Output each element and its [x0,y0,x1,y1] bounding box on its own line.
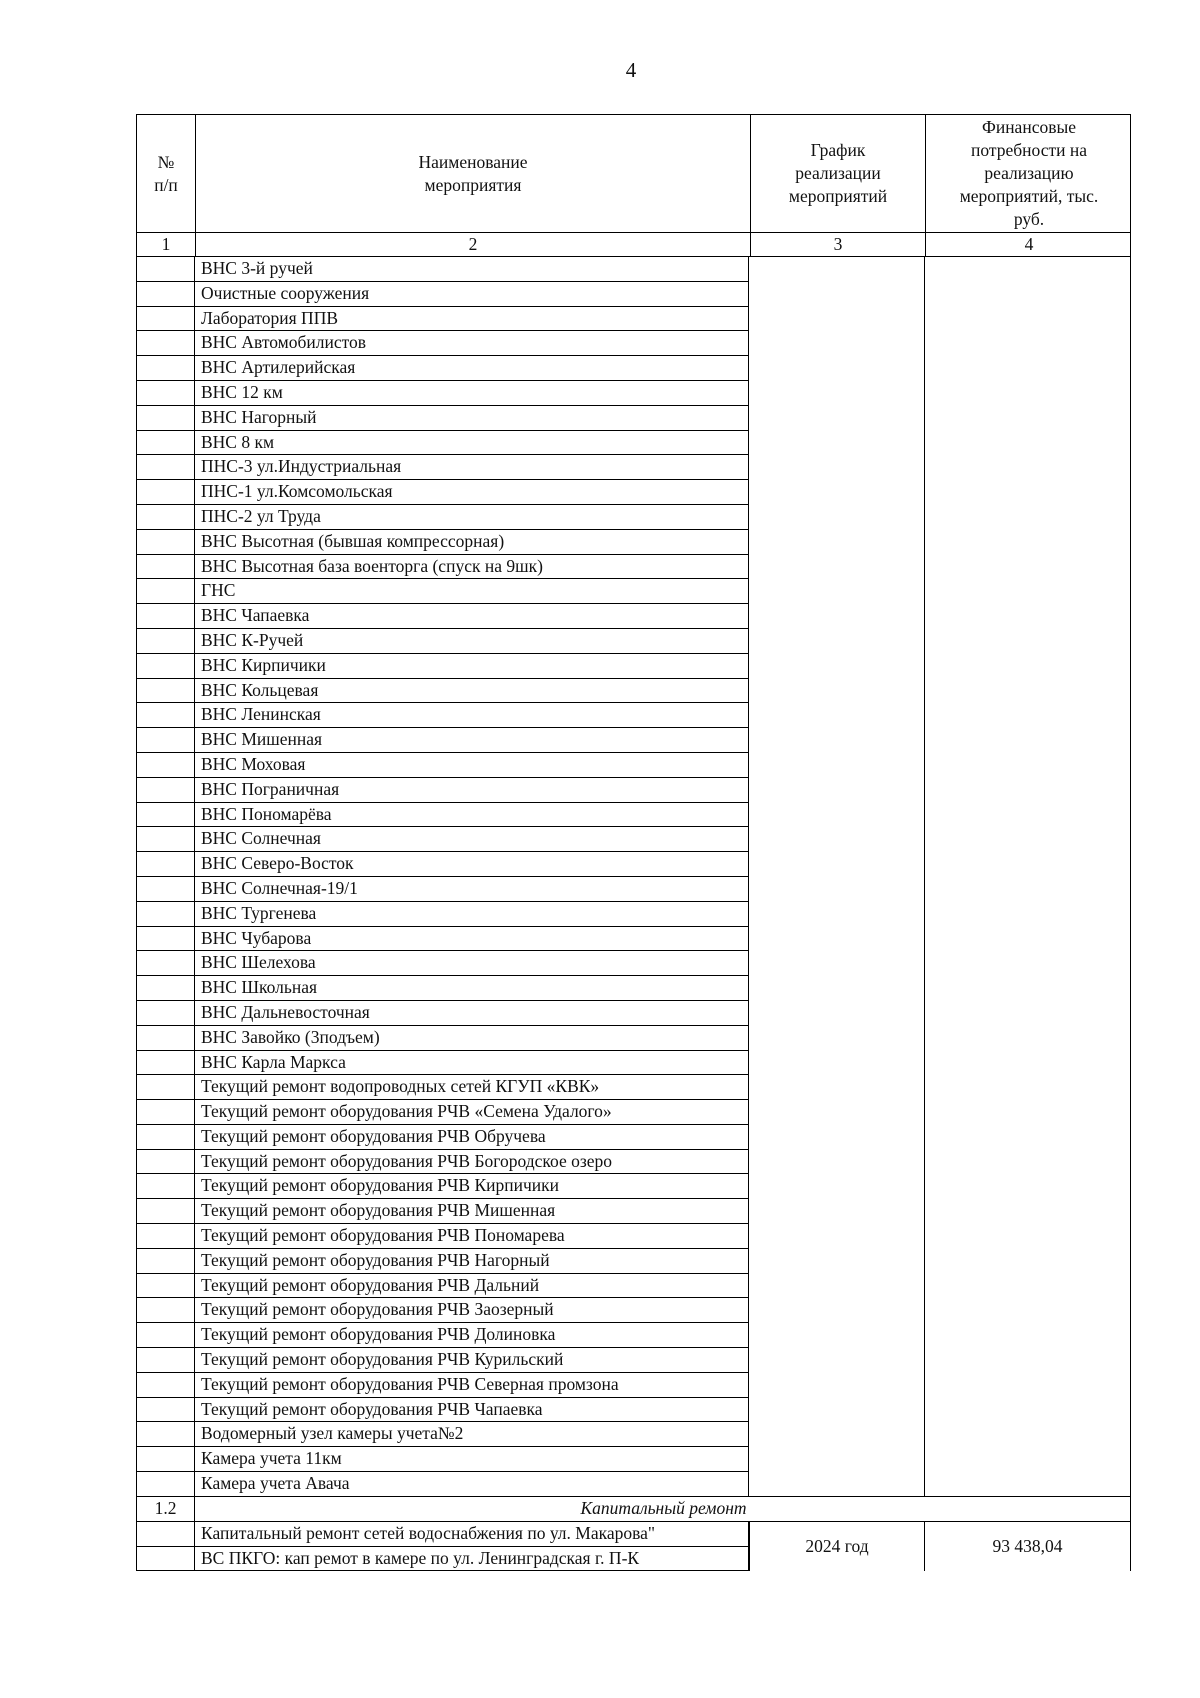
row-name-cell: Капитальный ремонт сетей водоснабжения по ул. Макарова" [194,1522,749,1547]
table-row [136,331,749,356]
header-name: Наименование мероприятия [195,115,750,232]
row-number-cell [136,1274,194,1299]
table-row [136,927,749,952]
table-header [136,114,1131,232]
column-numbers-row [136,232,1131,257]
row-number-cell [136,1323,194,1348]
row-number-cell [136,951,194,976]
row-name-cell: ВНС Школьная [194,976,749,1001]
table-row [136,1398,749,1423]
table-row [136,356,749,381]
items-list [136,257,749,1497]
row-name-cell: Текущий ремонт оборудования РЧВ Нагорный [194,1249,749,1274]
row-number-cell [136,530,194,555]
row-number-cell [136,1249,194,1274]
row-number-cell [136,1174,194,1199]
row-number-cell [136,927,194,952]
row-name-cell: Текущий ремонт оборудования РЧВ Мишенная [194,1199,749,1224]
table-row [136,455,749,480]
table-row [136,1373,749,1398]
activities-table [136,114,1131,1571]
items-block [136,257,1131,1497]
row-number-cell [136,331,194,356]
row-number-cell [136,1522,194,1547]
table-row [136,282,749,307]
row-number-cell [136,654,194,679]
row-number-cell [136,1125,194,1150]
table-row [136,505,749,530]
section-row [136,1497,1131,1522]
row-name-cell: Текущий ремонт оборудования РЧВ Обручева [194,1125,749,1150]
row-name-cell: Очистные сооружения [194,282,749,307]
row-number-cell [136,1472,194,1497]
row-name-cell: ВНС Нагорный [194,406,749,431]
row-number-cell [136,1298,194,1323]
header-number: № п/п [154,151,178,195]
table-row [136,1447,749,1472]
row-name-cell: Текущий ремонт оборудования РЧВ Кирпичики [194,1174,749,1199]
row-name-cell: ВНС Ленинская [194,703,749,728]
row-name-cell: Лаборатория ППВ [194,307,749,332]
table-row [136,1274,749,1299]
row-name-cell: ВНС Шелехова [194,951,749,976]
table-row [136,604,749,629]
row-name-cell: Текущий ремонт оборудования РЧВ Чапаевка [194,1398,749,1423]
row-number-cell [136,679,194,704]
row-name-cell: ГНС [194,579,749,604]
row-name-cell: ВНС Карла Маркса [194,1051,749,1076]
row-name-cell: ВНС Чапаевка [194,604,749,629]
row-number-cell [136,902,194,927]
row-number-cell [136,406,194,431]
row-number-cell [136,579,194,604]
table-row [136,1348,749,1373]
row-name-cell: ВНС К-Ручей [194,629,749,654]
table-row [136,1026,749,1051]
row-number-cell [136,604,194,629]
row-number-cell [136,753,194,778]
row-number-cell [136,1398,194,1423]
table-row [136,877,749,902]
table-row [136,307,749,332]
row-number-cell [136,1373,194,1398]
table-row [136,555,749,580]
row-number-cell [136,431,194,456]
row-name-cell: Текущий ремонт оборудования РЧВ Дальний [194,1274,749,1299]
table-row [136,480,749,505]
row-name-cell: ВНС Пограничная [194,778,749,803]
row-name-cell: ВНС 3-й ручей [194,257,749,282]
row-number-cell [136,852,194,877]
table-row [136,629,749,654]
row-name-cell: ВНС Артилерийская [194,356,749,381]
table-row [136,257,749,282]
row-number-cell [136,877,194,902]
header-financing: Финансовые потребности на реализацию мероприятий, тыс. руб. [925,115,1132,232]
row-name-cell: ВНС Солнечная-19/1 [194,877,749,902]
row-number-cell [136,827,194,852]
table-row [136,703,749,728]
row-number-cell [136,356,194,381]
row-name-cell: ВНС Солнечная [194,827,749,852]
row-number-cell [136,1051,194,1076]
row-name-cell: ВНС Мишенная [194,728,749,753]
table-row [136,1150,749,1175]
row-name-cell: ВС ПКГО: кап ремот в камере по ул. Ленинградская г. П-К [194,1547,749,1572]
table-row [136,1422,749,1447]
table-row [136,827,749,852]
table-row [136,1199,749,1224]
header-schedule: График реализации мероприятий [750,115,925,232]
table-row [136,530,749,555]
table-row [136,1224,749,1249]
row-name-cell: ВНС Моховая [194,753,749,778]
row-number-cell [136,1199,194,1224]
table-row [136,381,749,406]
column-number: 1 [161,234,171,254]
capital-items-list [136,1522,749,1572]
row-name-cell: Водомерный узел камеры учета№2 [194,1422,749,1447]
row-name-cell: ВНС Кирпичики [194,654,749,679]
table-row [136,431,749,456]
table-row [136,1001,749,1026]
row-name-cell: ПНС-3 ул.Индустриальная [194,455,749,480]
row-name-cell: Текущий ремонт водопроводных сетей КГУП «КВК» [194,1075,749,1100]
row-number-cell [136,1422,194,1447]
row-name-cell: ВНС 12 км [194,381,749,406]
table-row [136,803,749,828]
row-number-cell [136,976,194,1001]
row-number-cell [136,1026,194,1051]
row-name-cell: Текущий ремонт оборудования РЧВ Долиновка [194,1323,749,1348]
table-row [136,1547,749,1572]
row-number-cell [136,1150,194,1175]
row-name-cell: Текущий ремонт оборудования РЧВ Северная промзона [194,1373,749,1398]
row-number-cell [136,505,194,530]
table-row [136,1100,749,1125]
row-number-cell [136,803,194,828]
table-row [136,1323,749,1348]
row-name-cell: Камера учета Авача [194,1472,749,1497]
row-name-cell: ВНС 8 км [194,431,749,456]
table-row [136,1075,749,1100]
row-number-cell [136,1100,194,1125]
row-name-cell: Камера учета 11км [194,1447,749,1472]
table-row [136,951,749,976]
row-number-cell [136,1547,194,1572]
row-name-cell: ВНС Дальневосточная [194,1001,749,1026]
financing-cell [924,257,1131,1497]
row-name-cell: ВНС Пономарёва [194,803,749,828]
row-name-cell: ПНС-1 ул.Комсомольская [194,480,749,505]
row-number-cell [136,480,194,505]
table-row [136,1051,749,1076]
table-row [136,902,749,927]
capital-repair-block [136,1522,1131,1572]
table-row [136,579,749,604]
row-name-cell: ВНС Кольцевая [194,679,749,704]
row-name-cell: Текущий ремонт оборудования РЧВ Заозерный [194,1298,749,1323]
row-number-cell [136,282,194,307]
table-row [136,976,749,1001]
table-row [136,728,749,753]
table-row [136,1522,749,1547]
table-row [136,1472,749,1497]
schedule-cell [749,257,924,1497]
row-name-cell: ВНС Высотная (бывшая компрессорная) [194,530,749,555]
row-number-cell [136,1224,194,1249]
capital-schedule: 2024 год [749,1522,924,1572]
row-name-cell: ВНС Высотная база военторга (спуск на 9шк) [194,555,749,580]
row-name-cell: ВНС Тургенева [194,902,749,927]
column-number: 4 [925,233,1132,256]
row-number-cell [136,257,194,282]
row-name-cell: ВНС Чубарова [194,927,749,952]
table-row [136,654,749,679]
row-number-cell [136,307,194,332]
section-title: Капитальный ремонт [580,1498,747,1519]
row-number-cell [136,778,194,803]
row-name-cell: ВНС Автомобилистов [194,331,749,356]
table-row [136,1249,749,1274]
table-row [136,1174,749,1199]
row-name-cell: ВНС Завойко (3подъем) [194,1026,749,1051]
row-name-cell: Текущий ремонт оборудования РЧВ Богородское озеро [194,1150,749,1175]
table-row [136,852,749,877]
row-number-cell [136,728,194,753]
table-row [136,679,749,704]
row-number-cell [136,629,194,654]
row-number-cell [136,381,194,406]
row-number-cell [136,1075,194,1100]
row-number-cell [136,703,194,728]
table-row [136,406,749,431]
section-number: 1.2 [137,1497,195,1521]
capital-financing: 93 438,04 [924,1522,1131,1572]
row-number-cell [136,1001,194,1026]
table-row [136,753,749,778]
row-number-cell [136,1348,194,1373]
row-name-cell: ВНС Северо-Восток [194,852,749,877]
column-number: 2 [195,233,750,256]
row-number-cell [136,455,194,480]
row-number-cell [136,555,194,580]
row-name-cell: ПНС-2 ул Труда [194,505,749,530]
table-row [136,778,749,803]
row-name-cell: Текущий ремонт оборудования РЧВ Пономарева [194,1224,749,1249]
row-number-cell [136,1447,194,1472]
row-name-cell: Текущий ремонт оборудования РЧВ «Семена Удалого» [194,1100,749,1125]
column-number: 3 [750,233,925,256]
row-name-cell: Текущий ремонт оборудования РЧВ Курильский [194,1348,749,1373]
table-row [136,1298,749,1323]
page-number: 4 [625,58,637,82]
table-row [136,1125,749,1150]
